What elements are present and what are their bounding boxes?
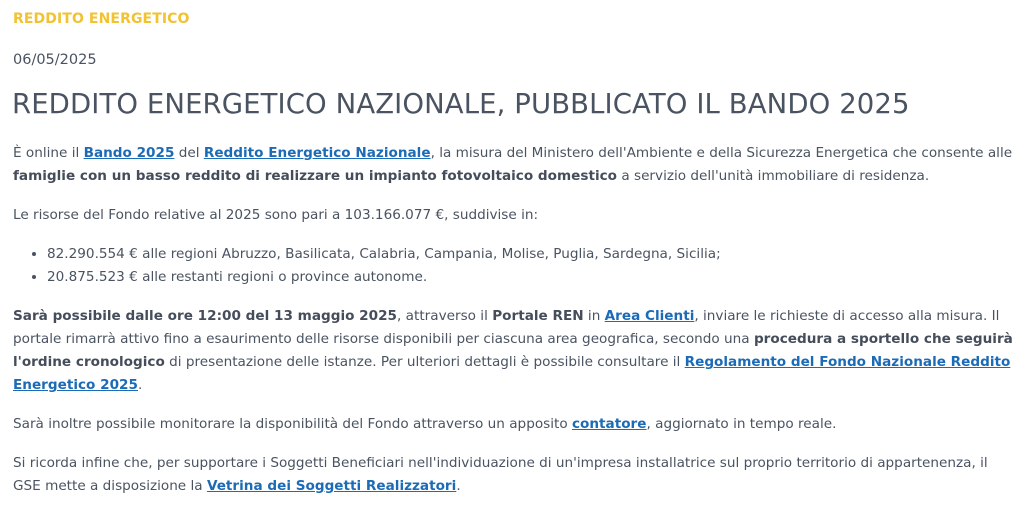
- reddito-energetico-link[interactable]: Reddito Energetico Nazionale: [203, 145, 431, 161]
- application-text-5: .: [137, 377, 143, 393]
- application-text-3: , inviare le richieste di accesso alla misura. Il portale rimarrà attivo fino a esaurimento delle risorse disponibili per ciascuna area geografica, secondo una: [13, 308, 1000, 347]
- monitor-paragraph: [13, 413, 1013, 436]
- intro-text-4: a servizio dell'unità immobiliare di residenza.: [617, 168, 930, 184]
- intro-text-3: , la misura del Ministero dell'Ambiente e della Sicurezza Energetica che consente alle: [430, 145, 1013, 161]
- intro-text-1: È online il: [13, 145, 84, 161]
- regolamento-link[interactable]: Regolamento del Fondo Nazionale Reddito Energetico 2025: [13, 354, 1011, 393]
- list-item: • 82.290.554 € alle regioni Abruzzo, Basilicata, Calabria, Campania, Molise, Puglia, Sardegna, Sicilia;: [47, 243, 1013, 266]
- list-item: • 20.875.523 € alle restanti regioni o province autonome.: [47, 266, 1013, 289]
- procedure-highlight: procedura a sportello che seguirà l'ordine cronologico: [13, 331, 1013, 370]
- application-paragraph: [13, 305, 1013, 397]
- start-date-highlight: Sarà possibile dalle ore 12:00 del 13 maggio 2025: [13, 308, 398, 324]
- bando-2025-link[interactable]: Bando 2025: [83, 145, 175, 161]
- application-text-2: in: [583, 308, 605, 324]
- intro-highlight: famiglie con un basso reddito di realizzare un impianto fotovoltaico domestico: [13, 168, 618, 184]
- category-label[interactable]: REDDITO ENERGETICO: [13, 11, 190, 27]
- area-clienti-link[interactable]: Area Clienti: [604, 308, 695, 324]
- publish-date: 06/05/2025: [13, 52, 97, 68]
- intro-text-2: del: [174, 145, 204, 161]
- contatore-link[interactable]: contatore: [571, 416, 647, 432]
- application-text-1: , attraverso il: [397, 308, 493, 324]
- page-title: REDDITO ENERGETICO NAZIONALE, PUBBLICATO IL BANDO 2025: [12, 88, 910, 120]
- monitor-text-2: , aggiornato in tempo reale.: [646, 416, 837, 432]
- application-text-4: di presentazione delle istanze. Per ulteriori dettagli è possibile consultare il: [164, 354, 685, 370]
- resources-list: [13, 243, 1013, 289]
- portale-ren-highlight: Portale REN: [492, 308, 584, 324]
- monitor-text-1: Sarà inoltre possibile monitorare la disponibilità del Fondo attraverso un apposito: [13, 416, 572, 432]
- vetrina-text-1: Si ricorda infine che, per supportare i Soggetti Beneficiari nell'individuazione di un'impresa installatrice sul proprio territorio di appartenenza, il GSE mette a disposizione la: [13, 455, 988, 494]
- resources-paragraph: Le risorse del Fondo relative al 2025 sono pari a 103.166.077 €, suddivise in:: [13, 207, 539, 223]
- vetrina-link[interactable]: Vetrina dei Soggetti Realizzatori: [206, 478, 457, 494]
- vetrina-paragraph: [13, 452, 1013, 498]
- intro-paragraph: [13, 142, 1013, 188]
- vetrina-text-2: .: [456, 478, 461, 494]
- article-body: [13, 142, 1013, 512]
